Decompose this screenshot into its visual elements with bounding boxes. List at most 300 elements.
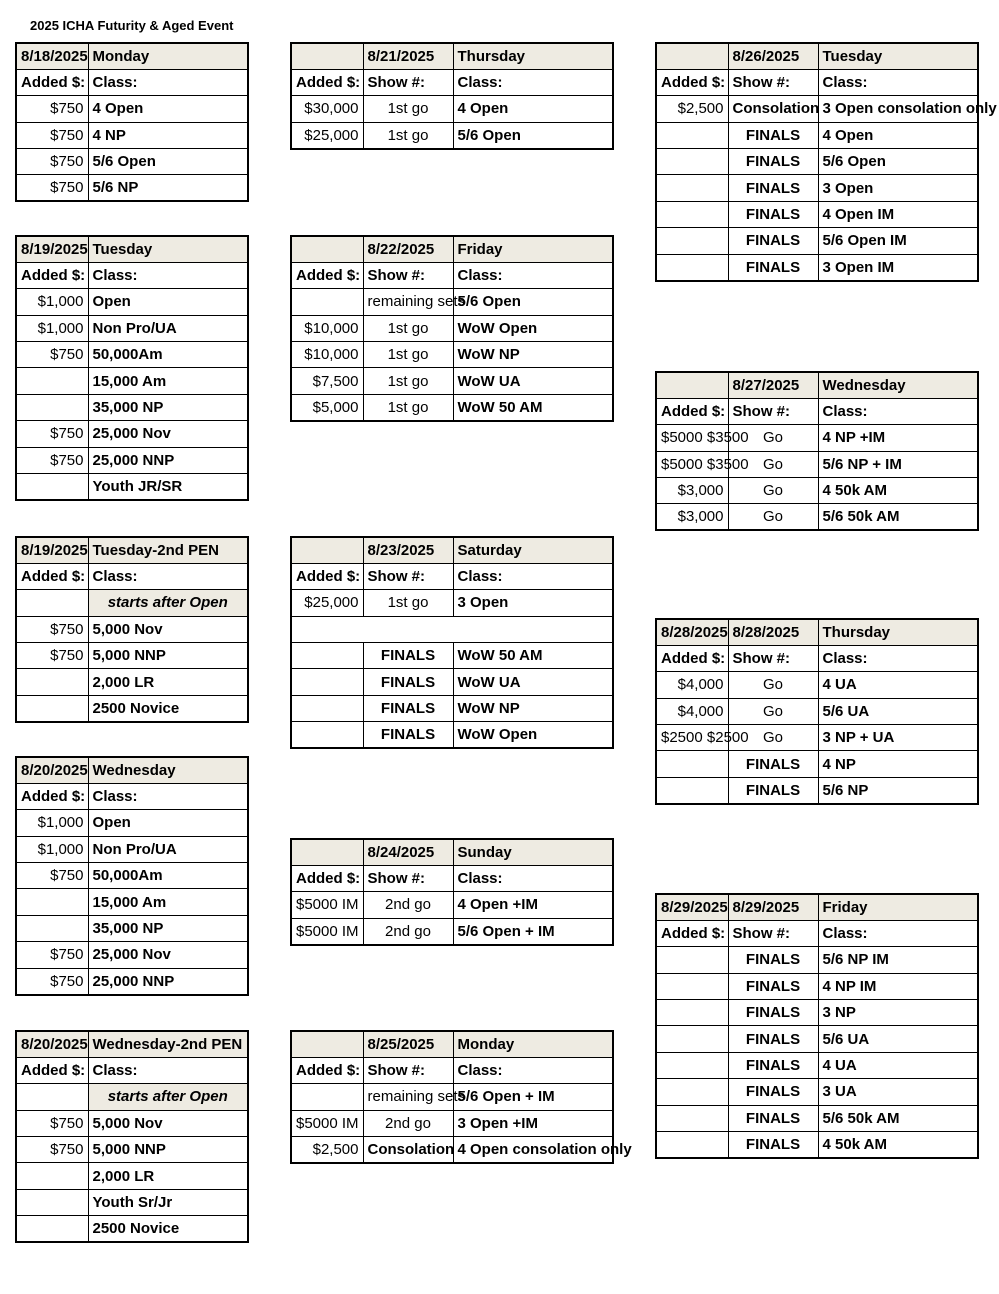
class-label: Class: (818, 920, 978, 946)
empty-cell (291, 43, 363, 69)
class-name: 5/6 NP IM (818, 947, 978, 973)
added-amount (656, 777, 728, 803)
added-amount (16, 368, 88, 394)
table-row (16, 394, 248, 420)
date-cell: 8/24/2025 (363, 839, 453, 865)
table-row (656, 698, 978, 724)
table-row (16, 149, 248, 175)
added-amount (16, 669, 88, 695)
table-row (656, 1105, 978, 1131)
class-name: WoW 50 AM (453, 643, 613, 669)
table-row (656, 478, 978, 504)
show-label: Show #: (363, 563, 453, 589)
added-amount (291, 1084, 363, 1110)
table-row (291, 96, 613, 122)
class-name: 25,000 NNP (88, 447, 248, 473)
class-name: 5/6 UA (818, 698, 978, 724)
class-label: Class: (453, 865, 613, 891)
show-number: Go (728, 672, 818, 698)
class-name: 4 Open IM (818, 201, 978, 227)
added-amount: $750 (16, 643, 88, 669)
date-cell: 8/28/2025 (728, 619, 818, 645)
show-number: 1st go (363, 368, 453, 394)
added-label: Added $: (656, 645, 728, 671)
table-row (16, 474, 248, 500)
class-name: 5,000 Nov (88, 616, 248, 642)
start-note: starts after Open (88, 590, 248, 616)
empty-cell (16, 1084, 88, 1110)
schedule-table-0827 (655, 371, 979, 531)
show-number: FINALS (728, 175, 818, 201)
added-amount: $1,000 (16, 315, 88, 341)
table-row (656, 672, 978, 698)
date-cell: 8/22/2025 (363, 236, 453, 262)
class-name: Youth JR/SR (88, 474, 248, 500)
table-row (16, 342, 248, 368)
class-label: Class: (818, 69, 978, 95)
show-number: FINALS (728, 947, 818, 973)
added-amount: $1,000 (16, 810, 88, 836)
table-row (291, 616, 613, 642)
added-amount (656, 201, 728, 227)
schedule-table-0819-2nd-pen (15, 536, 249, 723)
table-row (656, 725, 978, 751)
class-name: 4 UA (818, 1052, 978, 1078)
added-label: Added $: (291, 1057, 363, 1083)
added-amount (656, 122, 728, 148)
show-number: FINALS (728, 973, 818, 999)
show-label: Show #: (728, 398, 818, 424)
added-label: Added $: (291, 69, 363, 95)
table-row (656, 201, 978, 227)
added-amount (656, 1052, 728, 1078)
added-label: Added $: (291, 865, 363, 891)
added-label: Added $: (16, 69, 88, 95)
added-amount (291, 643, 363, 669)
table-row (656, 149, 978, 175)
table-row (291, 368, 613, 394)
table-row (291, 289, 613, 315)
class-name: 35,000 NP (88, 915, 248, 941)
class-name: 35,000 NP (88, 394, 248, 420)
class-name: 25,000 NNP (88, 968, 248, 994)
show-number: Consolation (363, 1137, 453, 1163)
class-label: Class: (818, 645, 978, 671)
schedule-table-0820 (15, 756, 249, 996)
table-row (16, 836, 248, 862)
added-amount (656, 175, 728, 201)
added-amount: $750 (16, 863, 88, 889)
added-label: Added $: (16, 262, 88, 288)
table-row (656, 1132, 978, 1158)
class-name: 3 NP (818, 1000, 978, 1026)
table-row (291, 669, 613, 695)
day-cell: Friday (818, 894, 978, 920)
table-row (291, 590, 613, 616)
table-row (16, 889, 248, 915)
table-row (656, 122, 978, 148)
date-cell: 8/29/2025 (728, 894, 818, 920)
class-name: 5,000 Nov (88, 1110, 248, 1136)
class-name: 4 NP +IM (818, 425, 978, 451)
class-label: Class: (453, 69, 613, 95)
table-row (291, 315, 613, 341)
table-row (16, 421, 248, 447)
class-name: WoW 50 AM (453, 394, 613, 420)
class-name: 3 Open (453, 590, 613, 616)
table-row (16, 810, 248, 836)
table-row (291, 1137, 613, 1163)
added-amount (16, 1163, 88, 1189)
show-number: FINALS (728, 1132, 818, 1158)
schedule-table-0822 (290, 235, 614, 422)
class-name: 5/6 NP + IM (818, 451, 978, 477)
added-amount: $10,000 (291, 315, 363, 341)
table-row (656, 1000, 978, 1026)
schedule-table-0823 (290, 536, 614, 749)
day-cell: Tuesday (818, 43, 978, 69)
added-label: Added $: (291, 262, 363, 288)
class-name: Youth Sr/Jr (88, 1189, 248, 1215)
show-number: FINALS (728, 149, 818, 175)
class-name: 4 Open +IM (453, 892, 613, 918)
schedule-table-0826 (655, 42, 997, 282)
date-cell: 8/21/2025 (363, 43, 453, 69)
table-row (656, 504, 978, 530)
added-amount (291, 695, 363, 721)
class-name: 5/6 NP (818, 777, 978, 803)
added-amount (656, 1026, 728, 1052)
added-amount: $30,000 (291, 96, 363, 122)
class-name: 4 NP (88, 122, 248, 148)
class-name: WoW Open (453, 315, 613, 341)
show-number: FINALS (728, 1000, 818, 1026)
added-amount (656, 1000, 728, 1026)
show-number: FINALS (363, 669, 453, 695)
added-amount: $5000 IM (291, 1110, 363, 1136)
added-amount (656, 1079, 728, 1105)
show-number: FINALS (728, 1052, 818, 1078)
table-row (291, 394, 613, 420)
class-label: Class: (453, 563, 613, 589)
date-cell: 8/19/2025 (16, 537, 88, 563)
day-cell: Tuesday (88, 236, 248, 262)
table-row (656, 425, 978, 451)
class-name: 5/6 Open (453, 289, 613, 315)
show-label: Show #: (728, 920, 818, 946)
class-name: 5,000 NNP (88, 1137, 248, 1163)
table-row (16, 669, 248, 695)
show-number: 1st go (363, 342, 453, 368)
show-number: Go (728, 504, 818, 530)
added-amount: $1,000 (16, 836, 88, 862)
class-name: 4 UA (818, 672, 978, 698)
table-row (656, 1079, 978, 1105)
table-row (656, 1026, 978, 1052)
class-name: 25,000 Nov (88, 942, 248, 968)
added-label: Added $: (16, 563, 88, 589)
class-name: 3 Open IM (818, 254, 978, 280)
added-amount: $750 (16, 175, 88, 201)
show-number: FINALS (728, 777, 818, 803)
show-number: FINALS (728, 1026, 818, 1052)
show-number: Go (728, 698, 818, 724)
table-row (16, 1216, 248, 1242)
added-amount (291, 722, 363, 748)
day-cell: Monday (453, 1031, 613, 1057)
class-name: 5/6 Open (818, 149, 978, 175)
table-row (16, 1163, 248, 1189)
class-name: Open (88, 810, 248, 836)
table-row (656, 228, 978, 254)
date-cell: 8/20/2025 (16, 757, 88, 783)
added-amount (291, 289, 363, 315)
added-amount: $5,000 (291, 394, 363, 420)
added-amount: $2,500 (291, 1137, 363, 1163)
show-number: FINALS (728, 122, 818, 148)
table-row (16, 616, 248, 642)
class-label: Class: (88, 1057, 248, 1083)
added-label: Added $: (291, 563, 363, 589)
table-row (16, 863, 248, 889)
show-number: Go (728, 425, 818, 451)
class-label: Class: (88, 69, 248, 95)
show-number: FINALS (728, 228, 818, 254)
day-cell: Tuesday-2nd PEN (88, 537, 248, 563)
class-name: Non Pro/UA (88, 836, 248, 862)
added-amount: $750 (16, 447, 88, 473)
show-number: 2nd go (363, 1110, 453, 1136)
page-title: 2025 ICHA Futurity & Aged Event (30, 18, 234, 33)
show-number: FINALS (363, 722, 453, 748)
added-amount (16, 1189, 88, 1215)
date-cell: 8/25/2025 (363, 1031, 453, 1057)
added-amount: $750 (16, 616, 88, 642)
added-label: Added $: (656, 920, 728, 946)
class-name: 2,000 LR (88, 669, 248, 695)
table-row (656, 1052, 978, 1078)
class-name: 2500 Novice (88, 695, 248, 721)
table-row (16, 447, 248, 473)
table-row (656, 254, 978, 280)
class-name: 5/6 Open + IM (453, 918, 613, 944)
show-number: Go (728, 725, 818, 751)
table-row (656, 947, 978, 973)
class-name: 4 NP IM (818, 973, 978, 999)
table-row (656, 96, 978, 122)
added-amount (656, 254, 728, 280)
class-name: 3 Open +IM (453, 1110, 613, 1136)
empty-cell (16, 590, 88, 616)
added-amount (656, 1132, 728, 1158)
added-label: Added $: (16, 1057, 88, 1083)
added-amount: $750 (16, 1110, 88, 1136)
class-name: 5/6 Open + IM (453, 1084, 613, 1110)
date-cell: 8/27/2025 (728, 372, 818, 398)
class-name: 3 Open consolation only (818, 96, 978, 122)
empty-cell (291, 537, 363, 563)
class-label: Class: (818, 398, 978, 424)
empty-cell (291, 839, 363, 865)
day-cell: Wednesday (88, 757, 248, 783)
added-amount (16, 394, 88, 420)
date-cell-left: 8/29/2025 (656, 894, 728, 920)
added-amount (656, 947, 728, 973)
table-row (656, 973, 978, 999)
class-name: 5/6 NP (88, 175, 248, 201)
table-row (16, 289, 248, 315)
empty-cell (656, 372, 728, 398)
schedule-table-0824 (290, 838, 614, 946)
added-amount: $2,500 (656, 96, 728, 122)
added-amount: $750 (16, 122, 88, 148)
day-cell: Saturday (453, 537, 613, 563)
show-number: FINALS (728, 1105, 818, 1131)
day-cell: Thursday (818, 619, 978, 645)
table-row (16, 643, 248, 669)
added-amount: $10,000 (291, 342, 363, 368)
show-number: Consolation (728, 96, 818, 122)
added-amount (16, 695, 88, 721)
table-row (656, 777, 978, 803)
added-amount: $750 (16, 342, 88, 368)
added-label: Added $: (16, 783, 88, 809)
class-name: 5/6 Open IM (818, 228, 978, 254)
show-number: remaining sets (363, 1084, 453, 1110)
show-number: FINALS (728, 1079, 818, 1105)
table-row (16, 695, 248, 721)
class-name: 2500 Novice (88, 1216, 248, 1242)
added-amount: $3,000 (656, 478, 728, 504)
table-row (16, 1137, 248, 1163)
show-number: 1st go (363, 96, 453, 122)
added-amount: $750 (16, 421, 88, 447)
added-amount: $3,000 (656, 504, 728, 530)
class-name: WoW Open (453, 722, 613, 748)
class-label: Class: (88, 783, 248, 809)
show-label: Show #: (363, 865, 453, 891)
added-amount: $25,000 (291, 590, 363, 616)
class-name: 5/6 UA (818, 1026, 978, 1052)
class-name: 50,000Am (88, 863, 248, 889)
table-row (16, 942, 248, 968)
table-row (16, 915, 248, 941)
date-cell: 8/23/2025 (363, 537, 453, 563)
table-row (656, 451, 978, 477)
added-amount: $750 (16, 968, 88, 994)
added-amount: $750 (16, 96, 88, 122)
table-row (656, 175, 978, 201)
day-cell: Wednesday-2nd PEN (88, 1031, 248, 1057)
class-name: 4 50k AM (818, 1132, 978, 1158)
added-amount (656, 1105, 728, 1131)
added-amount: $5000 $3500 (656, 425, 728, 451)
class-name: 5/6 50k AM (818, 504, 978, 530)
show-number: Go (728, 478, 818, 504)
class-name: 5,000 NNP (88, 643, 248, 669)
class-name: WoW UA (453, 368, 613, 394)
class-name: Non Pro/UA (88, 315, 248, 341)
show-label: Show #: (363, 1057, 453, 1083)
table-row (291, 1084, 613, 1110)
class-name: 3 UA (818, 1079, 978, 1105)
class-name: 5/6 50k AM (818, 1105, 978, 1131)
show-number: 1st go (363, 315, 453, 341)
show-label: Show #: (728, 645, 818, 671)
class-name: WoW NP (453, 695, 613, 721)
schedule-table-0829 (655, 893, 979, 1159)
show-number: Go (728, 451, 818, 477)
added-amount (16, 889, 88, 915)
day-cell: Wednesday (818, 372, 978, 398)
added-amount (16, 1216, 88, 1242)
show-number: FINALS (728, 751, 818, 777)
added-amount: $7,500 (291, 368, 363, 394)
added-amount: $5000 IM (291, 892, 363, 918)
added-amount (656, 228, 728, 254)
table-row (16, 968, 248, 994)
class-name: 4 Open (88, 96, 248, 122)
table-row (16, 315, 248, 341)
class-label: Class: (88, 563, 248, 589)
class-label: Class: (453, 262, 613, 288)
added-amount: $2500 $2500 (656, 725, 728, 751)
day-cell: Monday (88, 43, 248, 69)
empty-cell (291, 236, 363, 262)
show-number: remaining sets (363, 289, 453, 315)
table-row (16, 1189, 248, 1215)
day-cell: Friday (453, 236, 613, 262)
start-note: starts after Open (88, 1084, 248, 1110)
show-number: 2nd go (363, 918, 453, 944)
show-number: FINALS (363, 643, 453, 669)
show-number: 1st go (363, 122, 453, 148)
date-cell: 8/19/2025 (16, 236, 88, 262)
added-amount: $4,000 (656, 672, 728, 698)
class-name: 25,000 Nov (88, 421, 248, 447)
added-amount: $4,000 (656, 698, 728, 724)
added-amount (16, 474, 88, 500)
class-name: 5/6 Open (88, 149, 248, 175)
table-row (16, 1110, 248, 1136)
show-number: FINALS (363, 695, 453, 721)
added-amount (16, 915, 88, 941)
class-name: 4 Open consolation only (453, 1137, 613, 1163)
table-row (291, 918, 613, 944)
table-row (291, 695, 613, 721)
class-name: 4 50k AM (818, 478, 978, 504)
class-name: Open (88, 289, 248, 315)
schedule-table-0821 (290, 42, 614, 150)
table-row (16, 368, 248, 394)
table-row (291, 342, 613, 368)
show-label: Show #: (363, 69, 453, 95)
added-amount: $25,000 (291, 122, 363, 148)
added-amount: $750 (16, 1137, 88, 1163)
class-name: 4 Open (453, 96, 613, 122)
table-row (291, 722, 613, 748)
table-row (16, 122, 248, 148)
table-row (291, 643, 613, 669)
table-row (291, 892, 613, 918)
day-cell: Sunday (453, 839, 613, 865)
class-name: 15,000 Am (88, 368, 248, 394)
class-name: 15,000 Am (88, 889, 248, 915)
class-name: 3 NP + UA (818, 725, 978, 751)
date-cell-left: 8/28/2025 (656, 619, 728, 645)
class-name: WoW NP (453, 342, 613, 368)
added-amount (656, 973, 728, 999)
